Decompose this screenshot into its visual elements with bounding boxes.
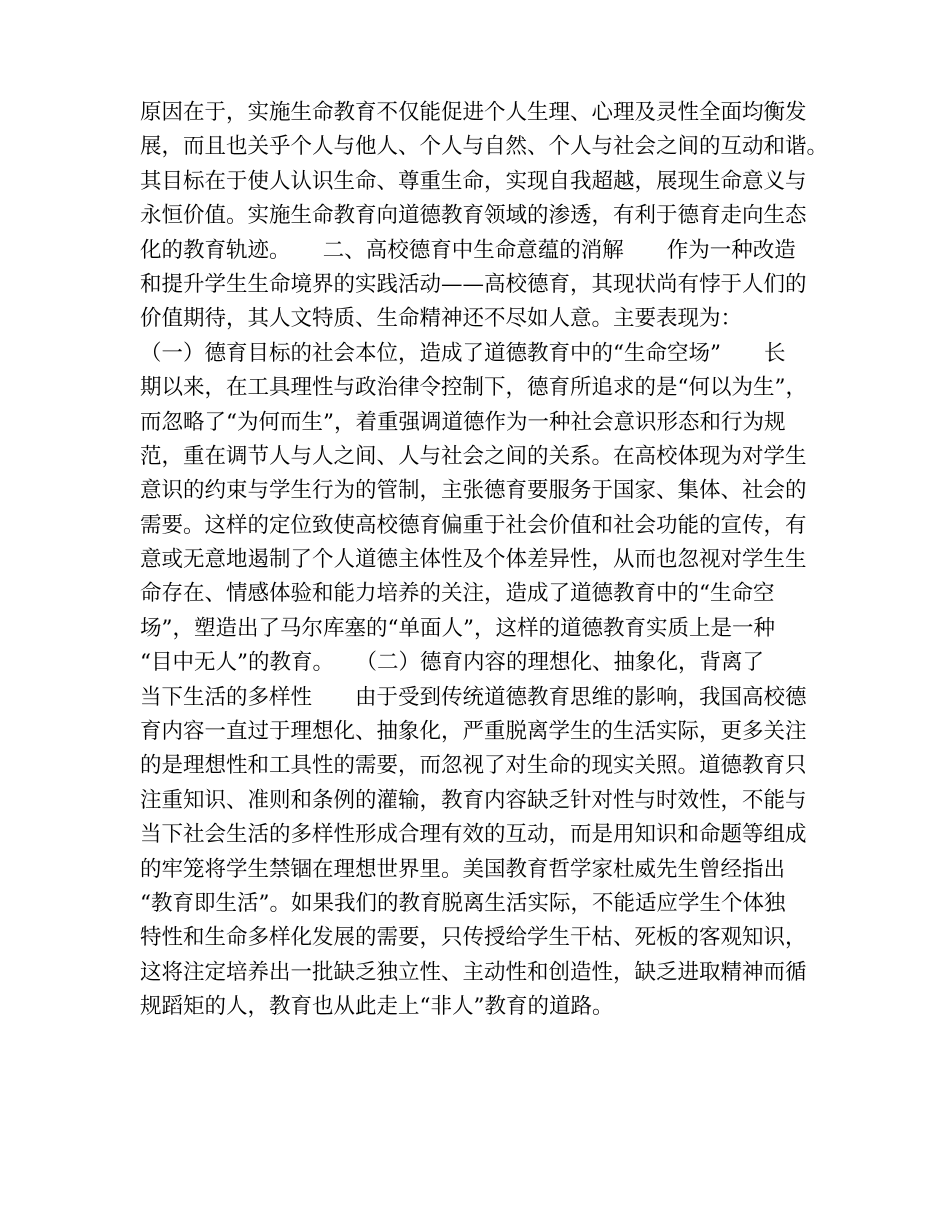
text-line: 这将注定培养出一批缺乏独立性、主动性和创造性，缺乏进取精神而循 — [140, 959, 807, 985]
text-line: 意或无意地遏制了个人道德主体性及个体差异性，从而也忽视对学生生 — [140, 547, 807, 573]
text-line: （一）德育目标的社会本位，造成了道德教育中的“生命空场” 长 — [140, 340, 786, 366]
text-line: 当下生活的多样性 由于受到传统道德教育思维的影响，我国高校德 — [140, 684, 807, 710]
text-line: 而忽略了“为何而生”，着重强调道德作为一种社会意识形态和行为规 — [140, 409, 786, 435]
text-line: 的牢笼将学生禁锢在理想世界里。美国教育哲学家杜威先生曾经指出 — [140, 856, 786, 882]
text-line: 育内容一直过于理想化、抽象化，严重脱离学生的生活实际，更多关注 — [140, 719, 807, 745]
text-line: 价值期待，其人文特质、生命精神还不尽如人意。主要表现为： — [140, 306, 743, 332]
text-line: 特性和生命多样化发展的需要，只传授给学生干枯、死板的客观知识， — [140, 925, 807, 951]
text-line: 和提升学生生命境界的实践活动——高校德育，其现状尚有悖于人们的 — [140, 271, 807, 297]
text-line: 永恒价值。实施生命教育向道德教育领域的渗透，有利于德育走向生态 — [140, 203, 807, 229]
text-line: 意识的约束与学生行为的管制，主张德育要服务于国家、集体、社会的 — [140, 478, 807, 504]
text-line: 规蹈矩的人，教育也从此走上“非人”教育的道路。 — [140, 994, 614, 1020]
text-line: 范，重在调节人与人之间、人与社会之间的关系。在高校体现为对学生 — [140, 443, 807, 469]
text-line: “目中无人”的教育。 （二）德育内容的理想化、抽象化，背离了 — [140, 650, 764, 676]
text-line: 需要。这样的定位致使高校德育偏重于社会价值和社会功能的宣传，有 — [140, 512, 807, 538]
text-line: “教育即生活”。如果我们的教育脱离生活实际，不能适应学生个体独 — [140, 890, 786, 916]
text-line: 场”，塑造出了马尔库塞的“单面人”，这样的道德教育实质上是一种 — [140, 615, 775, 641]
text-line: 期以来，在工具理性与政治律令控制下，德育所追求的是“何以为生”， — [140, 375, 807, 401]
text-line: 原因在于，实施生命教育不仅能促进个人生理、心理及灵性全面均衡发 — [140, 100, 807, 125]
text-line: 当下社会生活的多样性形成合理有效的互动，而是用知识和命题等组成 — [140, 822, 807, 848]
text-line: 其目标在于使人认识生命、尊重生命，实现自我超越，展现生命意义与 — [140, 168, 807, 194]
text-line: 的是理想性和工具性的需要，而忽视了对生命的现实关照。道德教育只 — [140, 753, 807, 779]
body-text — [140, 96, 829, 1025]
text-line: 命存在、情感体验和能力培养的关注，造成了道德教育中的“生命空 — [140, 581, 775, 607]
text-line: 注重知识、准则和条例的灌输，教育内容缺乏针对性与时效性，不能与 — [140, 787, 807, 813]
text-line: 化的教育轨迹。 二、高校德育中生命意蕴的消解 作为一种改造 — [140, 237, 796, 263]
text-line: 展，而且也关乎个人与他人、个人与自然、个人与社会之间的互动和谐。 — [140, 134, 829, 160]
